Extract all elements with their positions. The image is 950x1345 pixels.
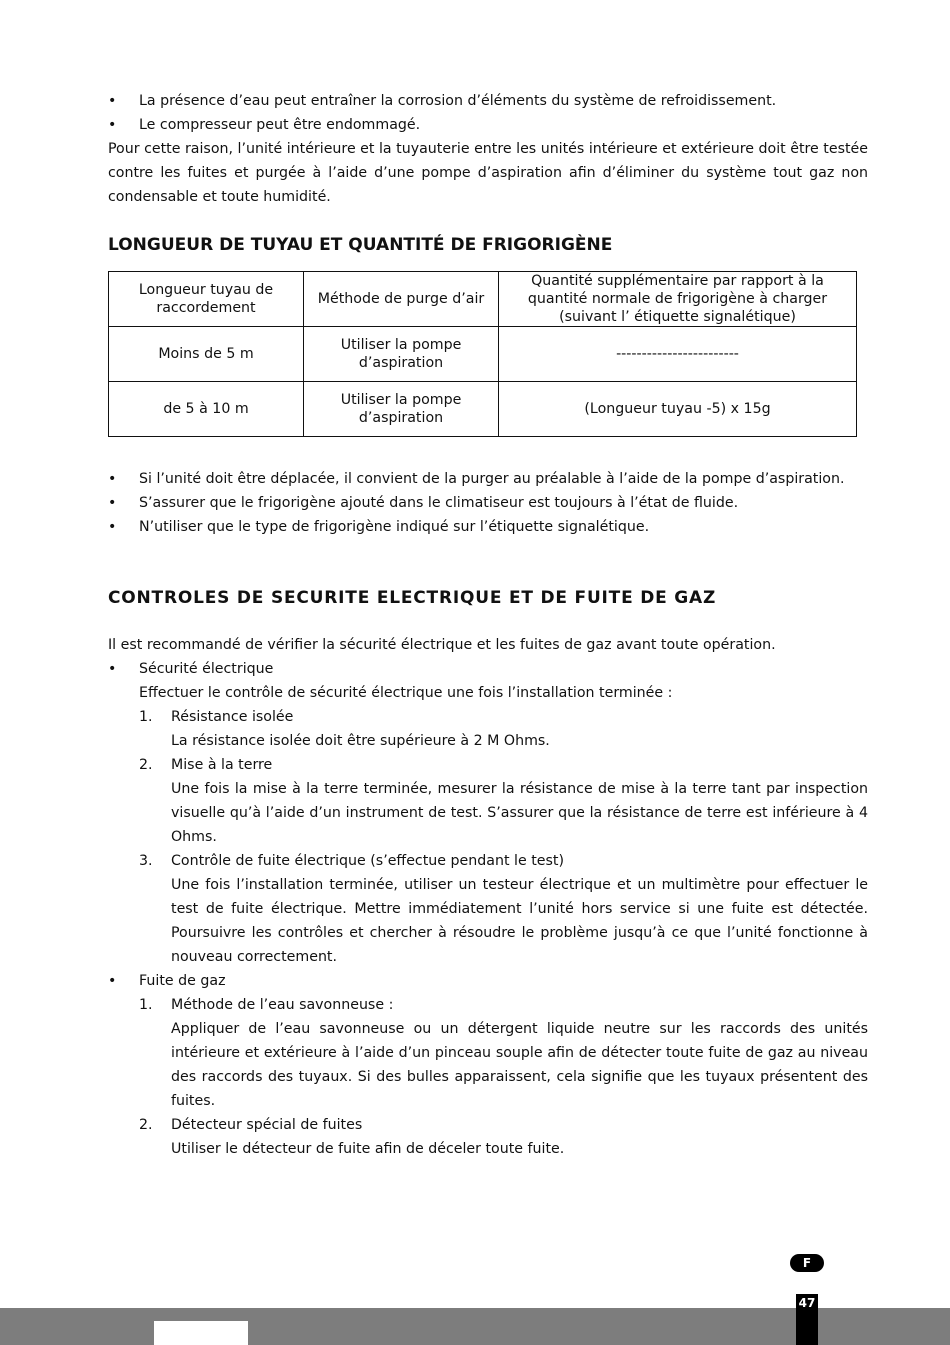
item-number: 3. — [139, 853, 153, 869]
bullet-mark: • — [108, 661, 117, 677]
section1-bullet — [108, 515, 868, 539]
item-title: Mise à la terre — [171, 757, 273, 773]
table-header: Longueur tuyau de raccordement — [109, 272, 304, 327]
intro-bullet — [108, 89, 868, 113]
bullet-text: Le compresseur peut être endommagé. — [139, 117, 421, 133]
electrical-intro: Effectuer le contrôle de sécurité électrique une fois l’installation terminée : — [139, 685, 673, 701]
language-badge: F — [790, 1254, 824, 1272]
bullet-mark: • — [108, 117, 117, 133]
gas-item-title — [108, 993, 868, 1017]
bullet-mark: • — [108, 93, 117, 109]
section-title-pipe-length: LONGUEUR DE TUYAU ET QUANTITÉ DE FRIGORIGÈNE — [108, 235, 613, 255]
electrical-item-text: Une fois la mise à la terre terminée, mesurer la résistance de mise à la terre tant par inspection visuelle qu’à l’aide d’un instrument de test. S’assurer que la résistance de terre est inférieure à 4 Ohms. — [171, 781, 868, 845]
bullet-mark: • — [108, 519, 117, 535]
intro-paragraph: Pour cette raison, l’unité intérieure et la tuyauterie entre les unités intérieure et extérieure doit être testée contre les fuites et purgée à l’aide d’une pompe d’aspiration afin d’éliminer du système tout gaz non condensable et toute humidité. — [108, 141, 868, 205]
table-header-row — [109, 272, 857, 327]
bullet-text: Sécurité électrique — [139, 661, 274, 677]
gas-item-text: Utiliser le détecteur de fuite afin de déceler toute fuite. — [171, 1141, 565, 1157]
item-number: 2. — [139, 757, 153, 773]
bullet-mark: • — [108, 973, 117, 989]
electrical-item-text: Une fois l’installation terminée, utiliser un testeur électrique et un multimètre pour effectuer le test de fuite électrique. Mettre immédiatement l’unité hors service si une fuite est détectée. Poursuivre les contrôles et chercher à résoudre le problème jusqu’à ce que l’unité fonctionne à nouveau correctement. — [171, 877, 868, 965]
table-cell: (Longueur tuyau -5) x 15g — [499, 382, 857, 437]
electrical-safety-bullet — [108, 657, 868, 681]
safety-intro: Il est recommandé de vérifier la sécurité électrique et les fuites de gaz avant toute opération. — [108, 637, 776, 653]
table-cell: ------------------------ — [499, 327, 857, 382]
item-number: 2. — [139, 1117, 153, 1133]
table-cell: de 5 à 10 m — [109, 382, 304, 437]
page-content — [108, 89, 868, 1161]
gas-item-text: Appliquer de l’eau savonneuse ou un détergent liquide neutre sur les raccords des unités intérieure et extérieure à l’aide d’un pinceau souple afin de détecter toute fuite de gaz au niveau des raccords des tuyaux. Si des bulles apparaissent, cela signifie que les tuyaux présentent des fuites. — [171, 1021, 868, 1109]
item-number: 1. — [139, 709, 153, 725]
gas-item-title — [108, 1113, 868, 1137]
item-number: 1. — [139, 997, 153, 1013]
table-header: Méthode de purge d’air — [304, 272, 499, 327]
bullet-text: Si l’unité doit être déplacée, il convient de la purger au préalable à l’aide de la pompe d’aspiration. — [139, 471, 845, 487]
bullet-text: N’utiliser que le type de frigorigène indiqué sur l’étiquette signalétique. — [139, 519, 650, 535]
refrigerant-table — [108, 271, 857, 437]
electrical-item-title — [108, 705, 868, 729]
table-cell: Utiliser la pompe d’aspiration — [304, 382, 499, 437]
bullet-mark: • — [108, 471, 117, 487]
electrical-item-title — [108, 753, 868, 777]
section1-bullet — [108, 491, 868, 515]
page-number: 47 — [796, 1294, 818, 1345]
section-title-safety: CONTROLES DE SECURITE ELECTRIQUE ET DE FUITE DE GAZ — [108, 588, 717, 608]
section1-bullet — [108, 467, 868, 491]
bullet-mark: • — [108, 495, 117, 511]
item-title: Contrôle de fuite électrique (s’effectue pendant le test) — [171, 853, 564, 869]
electrical-item-text: La résistance isolée doit être supérieure à 2 M Ohms. — [171, 733, 550, 749]
item-title: Résistance isolée — [171, 709, 294, 725]
bullet-text: S’assurer que le frigorigène ajouté dans le climatiseur est toujours à l’état de fluide. — [139, 495, 739, 511]
item-title: Détecteur spécial de fuites — [171, 1117, 363, 1133]
electrical-item-title — [108, 849, 868, 873]
intro-bullet — [108, 113, 868, 137]
gas-leak-bullet — [108, 969, 868, 993]
table-row — [109, 382, 857, 437]
bullet-text: Fuite de gaz — [139, 973, 226, 989]
bullet-text: La présence d’eau peut entraîner la corrosion d’éléments du système de refroidissement. — [139, 93, 777, 109]
table-row — [109, 327, 857, 382]
footer-white-block — [154, 1321, 248, 1345]
table-cell: Moins de 5 m — [109, 327, 304, 382]
table-cell: Utiliser la pompe d’aspiration — [304, 327, 499, 382]
item-title: Méthode de l’eau savonneuse : — [171, 997, 394, 1013]
table-header: Quantité supplémentaire par rapport à la quantité normale de frigorigène à charger (suivant l’ étiquette signalétique) — [499, 272, 857, 327]
